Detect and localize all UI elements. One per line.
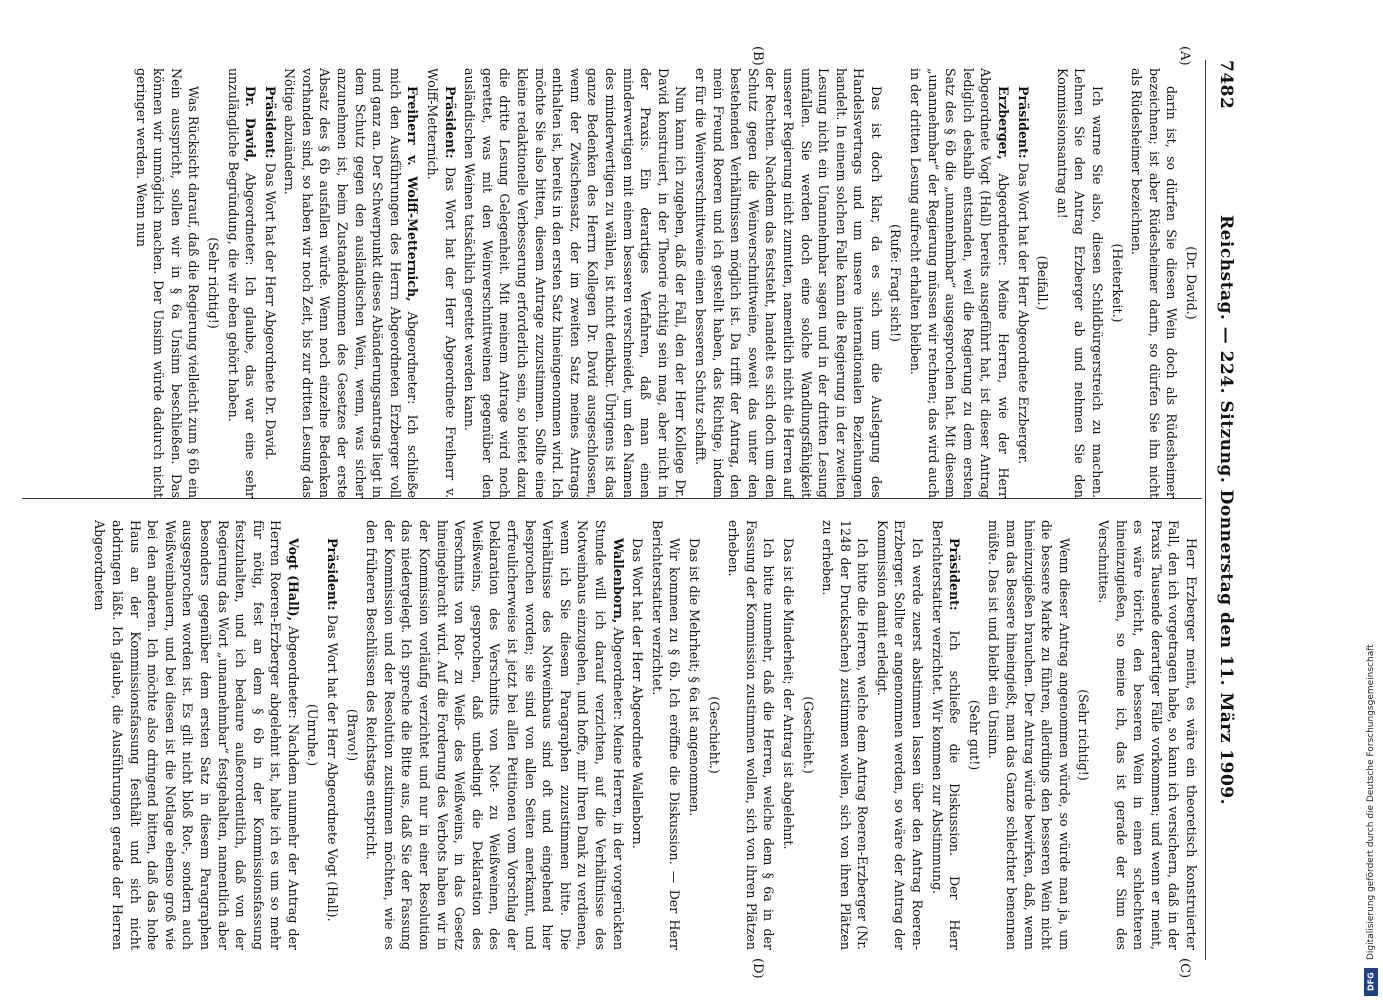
text-paragraph: Das Wort hat der Herr Abgeordnete Wallenborn. [630, 538, 646, 849]
right-column [20, 520, 1200, 950]
interjection: (Heiterkeit.) [1109, 243, 1125, 323]
interjection: (Sehr gut!) [966, 699, 982, 771]
text-paragraph: Ich werde zuerst abstimmen lassen über den Antrag Roeren-Erzberger. Sollte er angenommen werden, so wäre der Antrag der Kommission damit erledigt. [874, 520, 926, 950]
interjection: (Geschieht.) [706, 696, 722, 774]
column-divider [22, 498, 1202, 499]
speech-text: Das Wort hat der Herr Abgeordnete Freiherr v. Wolff-Metternich. [425, 68, 458, 498]
text-paragraph: Ich bitte nunmehr, daß die Herren, welche dem § 6a in der Fassung der Kommission zustimmen wollen, sich von ihren Plätzen erheben. [726, 520, 777, 950]
speech-paragraph [224, 68, 259, 498]
digitization-note: Digitalisierung gefördert durch die Deutsche Forschungsgemeinschaft [1366, 644, 1376, 960]
text-paragraph: Ich warne Sie also, diesen Schildbürgerstreich zu machen. Lehnen Sie den Antrag Erzberger ab und nehmen Sie den Kommissionsantrag an! [1054, 68, 1106, 498]
interjection: (Sehr richtig!) [205, 237, 221, 329]
speech-text: Das Wort hat der Herr Abgeordnete Erzberger. [1015, 162, 1031, 465]
text-paragraph: Herr Erzberger meint, es wäre ein theoretisch konstruierter Fall, den ich vorgetragen habe, so kann ich versichern, daß in der Praxis Tausende derartiger Fälle vorkommen; und wenn er meint, es wäre töricht, den besseren Wein in einen schlechteren hineinzugießen, so meine ich, das ist gerade der Sinn des Verschnittes. [1096, 520, 1199, 950]
speech-paragraph [1014, 68, 1032, 498]
margin-marker-c: (C) [1177, 958, 1192, 979]
text-paragraph: Nun kann ich zugeben, daß der Fall, den der Herr Kollege Dr. David konstruiert, in der Theorie richtig sein mag, aber nicht in der Praxis. Ein derartiges Verfahren, daß man einen minderwertigen mit einem besseren verschneidet, um den Namen des minderwertigen zu wählen, ist nicht denkbar. Übrigens ist das ganze Bedenken des Herrn Kollegen Dr. David ausgeschlossen, wenn der Zwischensatz, der im zweiten Satz meines Antrags enthalten ist, bereits in den ersten Satz hineingenommen wird. Ich möchte Sie also bitten, diesem Antrage zuzustimmen. Sollte eine kleine redaktionelle Verbesserung erforderlich sein, so bietet dazu die dritte Lesung Gelegenheit. Mit meinem Antrage wird noch gerettet, was mit den Weinverschnittweinen gegenüber den ausländischen Weinen tatsächlich gerettet werden kann. [462, 68, 689, 498]
interjection: (Geschieht.) [800, 696, 816, 774]
interjection: (Sehr richtig!) [1076, 689, 1092, 781]
left-column [20, 68, 1200, 498]
speaker-name: Präsident: [947, 538, 963, 611]
speaker-name: Freiherr v. Wolff-Metternich, [405, 86, 421, 302]
interjection: (Dr. David.) [1184, 246, 1199, 320]
speech-paragraph [363, 520, 627, 950]
speech-paragraph [928, 520, 963, 950]
speech-text: Abgeordneter: Meine Herren, in der vorgerückten Stunde will ich darauf verzichten, auf die Verhältnisse des Notweinbaus einzugehen, und hoffe, mir Ihren Dank zu verdienen, wenn ich Sie diesem Paragraphen zuzustimmen bitte. Die Verhältnisse des Notweinbaus sind oft und eingehend hier besprochen worden; sie sind von allen Seiten anerkannt, und erfreulicherweise ist jetzt bei allen Petitionen vom Vorschlag der Deklaration des Verschnitts von Not- zu Weißweinen, des Weißweins, gesprochen, daß unbedingt die Deklaration des Verschnitts von Rot- zu Weiß- des Weißweins, in das Gesetz hineingebracht wird. Auf die Forderung des Verbots haben wir in der Kommission vorläufig verzichtet und nur in einer Resolution das niedergelegt. Ich spreche die Bitte aus, daß Sie der Fassung der Kommission und der Resolution zustimmen möchten, wie es den früheren Beschlüssen des Reichstags entspricht. [364, 520, 626, 950]
interjection: (Rufe: Fragt sich!) [888, 224, 904, 342]
interjection: (Bravo!) [344, 708, 360, 762]
speech-text: Abgeordneter: Meine Herren, wie der Herr Abgeordnete Vogt (Hall) bereits ausgeführt hat, ist dieser Antrag lediglich deshalb entstanden, weil die Regierung zu dem ersten Satz des § 6b die „unannehmbar“ ausgesprochen hat. Mit diesem „unannehmbar“ der Regierung müssen wir rechnen; das wird auch in der dritten Lesung aufrecht erhalten bleiben. [908, 68, 1012, 498]
text-paragraph: Ich bitte die Herren, welche dem Antrag Roeren-Erzberger (Nr. 1248 der Drucksachen) zustimmen wollen, sich von ihren Plätzen zu erheben. [820, 520, 871, 950]
text-paragraph: Was Rücksicht darauf, daß die Regierung vielleicht zum § 6b ein Nein ausspricht, sollen wir in § 6a Unsinn beschließen. Das können wir unmöglich machen. Der Unsinn würde dadurch nicht geringer werden. Wenn nun [133, 68, 202, 498]
text-paragraph: darin ist, so dürfen Sie diesen Wein doch als Rüdesheimer bezeichnen; ist aber Rüdesheimer darin, so dürfen Sie ihn nicht als Rüdesheimer bezeichnen. [1129, 68, 1180, 498]
speaker-name: Präsident: [262, 86, 278, 159]
speech-text: Das Wort hat der Herr Abgeordnete Vogt (Hall). [325, 614, 341, 922]
speech-text: Das Wort hat der Herr Abgeordnete Dr. David. [262, 162, 278, 461]
dfg-logo: DFG [1364, 968, 1378, 996]
page-header [1210, 60, 1240, 960]
speech-text: Abgeordneter: Ich schließe mich den Ausführungen des Herrn Abgeordneten Erzberger voll und ganz an. Der Schwerpunkt dieses Abänderungsantrags liegt in dem Schutz gegen den ausländischen Wein, wenn, was sicher anzunehmen ist, beim Zustandekommen des Gesetzes der erste Absatz des § 6b ausfallen würde. Wenn noch einzelne Bedenken vorhanden sind, so haben wir noch Zeit, bis zur dritten Lesung das Nötige abzuändern. [282, 68, 421, 498]
speech-text: Abgeordneter: Nachdem nunmehr der Antrag der Herren Roeren-Erzberger abgelehnt ist, halte ich es um so mehr für nötig, fest an dem § 6b in der Kommissionsfassung festzuhalten, und ich bedaure außerordentlich, daß von der Regierung das Wort „unannehmbar“ festgehalten, namentlich aber besonders gegenüber dem ersten Satz in diesem Paragraphen ausgesprochen worden ist. Es gilt nicht bloß Rot-, sondern auch Weißweinbauern, und bei diesen ist die Notlage ebenso groß wie bei den anderen. Ich möchte also dringend bitten, daß das hohe Haus an der Kommissionsfassung festhält und sich nicht abdringen läßt. Ich glaube, die Ausführungen gerade der Herren Abgeordneten [92, 520, 301, 950]
margin-marker-b: (B) [750, 46, 765, 66]
speaker-name: Präsident: [1015, 86, 1031, 159]
text-paragraph: Das ist doch klar, da es sich um die Auslegung des Handelsvertrags und um unsere internationalen Beziehungen handelt. In einem solchen Falle kann die Regierung in der zweiten Lesung nicht ein Unannehmbar sagen und in der dritten Lesung umfallen. Sie werden doch eine solche Wandlungsfähigkeit unserer Regierung nicht zumuten, namentlich nicht die Herren auf der Rechten. Nachdem das feststeht, handelt es sich doch um den Schutz gegen die Weinverschnittweine, soweit das unter den bestehenden Verhältnissen möglich ist. Da trifft der Antrag, den mein Freund Roeren und ich gestellt haben, das Richtige, indem er für die Weinverschnittweine einen besseren Schutz schafft. [692, 68, 884, 498]
speech-paragraph [281, 68, 422, 498]
speech-paragraph [907, 68, 1013, 498]
speech-paragraph [423, 68, 458, 498]
speech-paragraph [91, 520, 302, 950]
text-paragraph: Wenn dieser Antrag angenommen würde, so würde man ja, um die bessere Marke zu führen, allerdings den besseren Wein nicht hineinzugießen brauchen. Der Antrag würde bewirken, daß, wenn man das Bessere hineingießt, man das Ganze schlechter benennen müßte. Das ist und bleibt ein Unsinn. [986, 520, 1072, 950]
text-paragraph: Wir kommen zu § 6b. Ich eröffne die Diskussion. — Der Herr Berichterstatter verzichtet. [649, 520, 683, 950]
speaker-name: Vogt (Hall), [285, 538, 301, 622]
page-number: 7482 [1216, 60, 1236, 110]
margin-marker-d: (D) [750, 958, 765, 979]
interjection: (Unruhe.) [305, 703, 321, 767]
speech-paragraph [261, 68, 279, 498]
speaker-name: Präsident: [325, 538, 341, 611]
page-title: Reichstag. — 224. Sitzung. Donnerstag den 11. März 1909. [1216, 214, 1236, 806]
speaker-name: Wallenborn, [610, 538, 626, 624]
speech-paragraph [324, 520, 342, 950]
speech-text: Ich schließe die Diskussion. Der Herr Berichterstatter verzichtet. Wir kommen zur Abstimmung. [929, 520, 963, 950]
text-paragraph: Das ist die Mehrheit; § 6a ist angenommen. [686, 538, 702, 817]
margin-marker-a: (A) [1177, 46, 1192, 66]
speaker-name: Dr. David, [243, 86, 259, 163]
header-rule [1205, 60, 1206, 960]
speaker-name: Präsident: [442, 86, 458, 159]
document-page [20, 0, 1310, 1000]
text-paragraph: Das ist die Minderheit; der Antrag ist abgelehnt. [780, 538, 796, 850]
interjection: (Beifall.) [1035, 255, 1051, 311]
speaker-name: Erzberger, [996, 86, 1012, 160]
speech-text: Abgeordneter: Ich glaube, das war eine sehr unzulängliche Begründung, die wir eben gehört haben. [225, 68, 259, 498]
